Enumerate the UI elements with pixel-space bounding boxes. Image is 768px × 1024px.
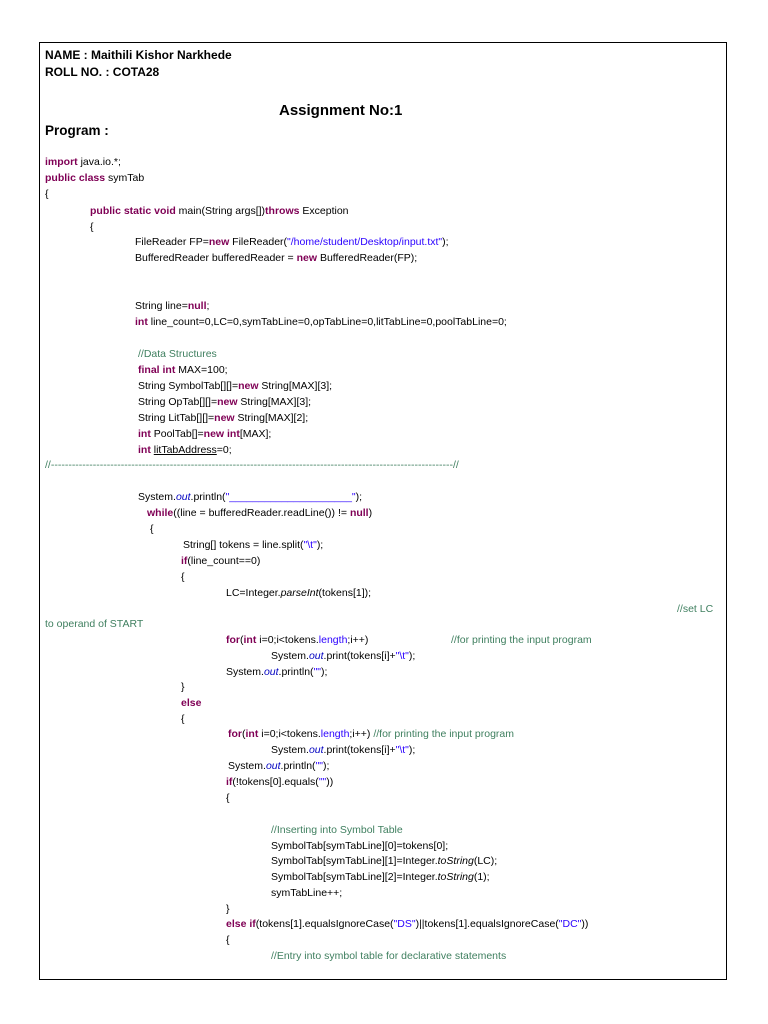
code-token: toString [437, 871, 474, 883]
code-token: "_____________________" [225, 491, 356, 503]
code-line [135, 315, 507, 329]
code-token: length [320, 728, 350, 740]
code-token: parseInt [280, 587, 319, 599]
code-token: (tokens[1].equalsIgnoreCase( [255, 918, 394, 930]
code-token: public static void [90, 205, 176, 217]
code-line [451, 633, 592, 647]
code-token: (1); [473, 871, 490, 883]
code-line [271, 870, 490, 884]
code-line [226, 633, 368, 647]
code-token: { [150, 523, 154, 535]
code-line [271, 949, 506, 963]
code-line [135, 235, 449, 249]
code-token: new [217, 396, 238, 408]
code-token: out [308, 744, 324, 756]
code-token: Exception [299, 205, 349, 217]
code-token: symTab [105, 172, 145, 184]
code-token: )||tokens[1].equalsIgnoreCase( [415, 918, 559, 930]
code-line [90, 204, 349, 218]
code-token: "DC" [558, 918, 582, 930]
code-token: //set LC [677, 603, 714, 615]
code-token: public class [45, 172, 106, 184]
code-line [271, 854, 497, 868]
code-token: ;i++) [349, 728, 374, 740]
code-token: } [181, 681, 185, 693]
code-token: i=0;i<tokens. [258, 728, 321, 740]
code-token: String line= [135, 300, 188, 312]
code-token: .println( [278, 666, 314, 678]
code-line [45, 155, 121, 169]
code-token: //Inserting into Symbol Table [271, 824, 403, 836]
code-token: new [214, 412, 235, 424]
code-line [226, 917, 588, 931]
code-token: import [45, 156, 78, 168]
code-token: System. [138, 491, 176, 503]
code-token: null [349, 507, 369, 519]
code-line [181, 696, 201, 710]
code-line [45, 458, 459, 472]
code-token: if [181, 555, 188, 567]
code-token: "DS" [393, 918, 416, 930]
code-token: if [226, 776, 233, 788]
code-token: ); [442, 236, 449, 248]
code-token: "\t" [395, 650, 409, 662]
code-token: PoolTab[]= [150, 428, 204, 440]
code-line [271, 743, 415, 757]
code-token: System. [271, 744, 309, 756]
code-token: (!tokens[0].equals( [232, 776, 319, 788]
code-token: { [45, 188, 49, 200]
code-line [138, 411, 308, 425]
code-token: ; [206, 300, 210, 312]
code-token: ( [240, 634, 244, 646]
code-token: ); [323, 760, 330, 772]
code-line [271, 649, 415, 663]
code-token: SymbolTab[symTabLine][0]=tokens[0]; [271, 840, 449, 852]
code-line [138, 443, 232, 457]
code-line [147, 506, 372, 520]
code-token: (tokens[1]); [318, 587, 372, 599]
code-token: int [138, 444, 151, 456]
code-token: { [181, 713, 185, 725]
code-token: //-------------------------------------------------------------------------------------------------------------------// [45, 459, 459, 471]
code-line [138, 427, 271, 441]
code-line [45, 187, 49, 201]
code-token: FileReader( [229, 236, 288, 248]
code-token: for [228, 728, 242, 740]
code-line [138, 490, 362, 504]
code-token: String[MAX][3]; [237, 396, 312, 408]
code-token: =0; [216, 444, 232, 456]
code-token: ((line = bufferedReader.readLine()) != [173, 507, 350, 519]
code-line [181, 570, 185, 584]
code-line [226, 933, 230, 947]
code-token: litTabAddress [153, 444, 217, 456]
code-token: (LC); [473, 855, 498, 867]
code-line [138, 395, 311, 409]
code-token: { [226, 934, 230, 946]
code-token: while [147, 507, 174, 519]
code-token: "\t" [395, 744, 409, 756]
code-line [228, 759, 329, 773]
code-token: symTabLine++; [271, 887, 343, 899]
code-token: "" [313, 666, 322, 678]
code-token: new [238, 380, 259, 392]
code-line [138, 363, 228, 377]
code-token: LC=Integer. [226, 587, 281, 599]
code-token: to operand of START [45, 618, 144, 630]
code-token: new [296, 252, 318, 264]
code-token: out [263, 666, 279, 678]
code-token: int [138, 428, 151, 440]
code-token: int [243, 634, 257, 646]
code-token: )) [581, 918, 589, 930]
code-line [226, 586, 371, 600]
code-token: length [318, 634, 348, 646]
code-token: System. [271, 650, 309, 662]
code-token: .println( [190, 491, 226, 503]
code-token: "/home/student/Desktop/input.txt" [287, 236, 443, 248]
code-token: String LitTab[][]= [138, 412, 215, 424]
code-token: { [90, 221, 94, 233]
code-token: [MAX]; [239, 428, 272, 440]
code-token: //for printing the input program [451, 634, 592, 646]
code-token: BufferedReader bufferedReader = [135, 252, 297, 264]
code-token: { [226, 792, 230, 804]
code-line [226, 775, 333, 789]
code-line [226, 791, 230, 805]
code-token: .print(tokens[i]+ [323, 650, 396, 662]
code-line [226, 665, 327, 679]
code-token: ); [408, 650, 416, 662]
code-token: else [181, 697, 202, 709]
code-token: String OpTab[][]= [138, 396, 218, 408]
code-token: "\t" [303, 539, 317, 551]
code-token: .print(tokens[i]+ [323, 744, 396, 756]
code-token: new [208, 236, 230, 248]
code-token: BufferedReader(FP); [317, 252, 418, 264]
code-line [677, 602, 713, 616]
code-token: String SymbolTab[][]= [138, 380, 239, 392]
code-token: ); [316, 539, 324, 551]
code-line [228, 727, 514, 741]
code-token: } [226, 903, 230, 915]
code-line [90, 220, 94, 234]
code-token: .println( [280, 760, 316, 772]
code-token: final int [138, 364, 176, 376]
code-line [45, 171, 144, 185]
code-token: String[MAX][2]; [234, 412, 309, 424]
code-token: ); [408, 744, 416, 756]
code-token: out [175, 491, 191, 503]
code-token: { [181, 571, 185, 583]
code-token: SymbolTab[symTabLine][2]=Integer. [271, 871, 438, 883]
code-token: int [135, 316, 148, 328]
code-line [181, 554, 260, 568]
code-token: for [226, 634, 240, 646]
program-label: Program : [45, 123, 109, 138]
code-token: ); [321, 666, 328, 678]
code-token: //Data Structures [138, 348, 217, 360]
assignment-title: Assignment No:1 [279, 102, 403, 119]
code-token: throws [265, 205, 300, 217]
code-token: //Entry into symbol table for declarative statements [271, 950, 507, 962]
code-token: ( [242, 728, 246, 740]
code-token: null [187, 300, 207, 312]
code-token: String[] tokens = line.split( [183, 539, 304, 551]
code-token: ); [355, 491, 363, 503]
code-token: out [265, 760, 281, 772]
code-token: java.io.*; [77, 156, 121, 168]
code-token: FileReader FP= [135, 236, 209, 248]
code-line [138, 347, 217, 361]
code-line [138, 379, 332, 393]
code-line [135, 299, 209, 313]
code-token: //for printing the input program [373, 728, 515, 740]
code-token: System. [228, 760, 266, 772]
code-token: (line_count==0) [187, 555, 261, 567]
roll-number: ROLL NO. : COTA28 [45, 65, 160, 79]
code-line [271, 839, 448, 853]
code-line [183, 538, 323, 552]
code-line [45, 617, 143, 631]
code-token: int [245, 728, 259, 740]
code-token: String[MAX][3]; [258, 380, 333, 392]
code-token: "" [315, 760, 324, 772]
code-token: else if [226, 918, 256, 930]
code-token: line_count=0,LC=0,symTabLine=0,opTabLine=0,litTabLine=0,poolTabLine=0; [147, 316, 507, 328]
code-line [135, 251, 417, 265]
code-token: i=0;i<tokens. [256, 634, 319, 646]
code-token: out [308, 650, 324, 662]
code-line [150, 522, 154, 536]
code-line [181, 680, 185, 694]
code-token: main(String args[]) [175, 205, 266, 217]
code-token: )) [326, 776, 334, 788]
code-token: MAX=100; [175, 364, 228, 376]
code-token: "" [318, 776, 327, 788]
student-name: NAME : Maithili Kishor Narkhede [45, 48, 232, 62]
code-line [271, 823, 403, 837]
code-token: ;i++) [347, 634, 369, 646]
code-line [226, 902, 230, 916]
code-line [181, 712, 185, 726]
code-token: toString [437, 855, 474, 867]
code-token: SymbolTab[symTabLine][1]=Integer. [271, 855, 438, 867]
code-token: ) [368, 507, 373, 519]
code-token: new int [203, 428, 240, 440]
code-token: System. [226, 666, 264, 678]
code-line [271, 886, 342, 900]
